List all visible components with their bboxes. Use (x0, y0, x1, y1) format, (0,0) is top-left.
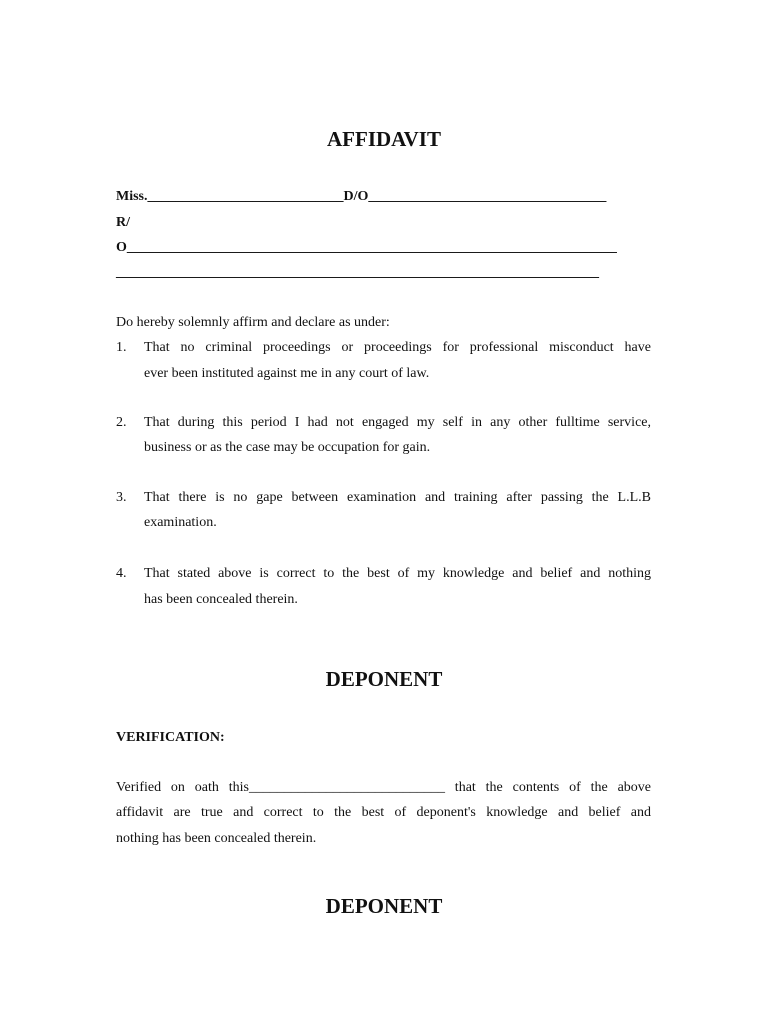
list-item-number: 1. (116, 340, 127, 355)
document-title: AFFIDAVIT (327, 127, 441, 151)
list-item-text-continued: business or as the case may be occupation for gain. (144, 440, 431, 455)
verification-heading: VERIFICATION: (116, 730, 225, 745)
residence-fill-line: O______________________________________________________________________ (116, 240, 617, 255)
list-item-text-continued: ever been instituted against me in any court of law. (144, 366, 430, 381)
list-item-text: That during this period I had not engaged my self in any other fulltime service, (144, 415, 651, 430)
list-item-text: That stated above is correct to the best of my knowledge and belief and nothing (144, 566, 651, 581)
list-item-text-continued: examination. (144, 515, 217, 530)
deponent-signature-label: DEPONENT (325, 667, 443, 691)
list-item-text: That there is no gape between examination and training after passing the L.L.B (144, 490, 651, 505)
verification-text-line: affidavit are true and correct to the best of deponent's knowledge and belief and (116, 805, 651, 820)
list-item-number: 2. (116, 415, 127, 430)
declaration-intro: Do hereby solemnly affirm and declare as under: (116, 315, 390, 330)
verification-text-line: nothing has been concealed therein. (116, 831, 317, 846)
list-item-text-continued: has been concealed therein. (144, 592, 298, 607)
list-item-text: That no criminal proceedings or proceedings for professional misconduct have (144, 340, 651, 355)
verification-text-line: Verified on oath this____________________________ that the contents of the above (116, 780, 651, 795)
deponent-signature-label: DEPONENT (325, 894, 443, 918)
list-item-number: 4. (116, 566, 127, 581)
residence-label: R/ (116, 215, 130, 230)
name-parent-fill-line: Miss.____________________________D/O__________________________________ (116, 189, 607, 204)
address-fill-line: _____________________________________________________________________ (116, 265, 599, 280)
list-item-number: 3. (116, 490, 127, 505)
